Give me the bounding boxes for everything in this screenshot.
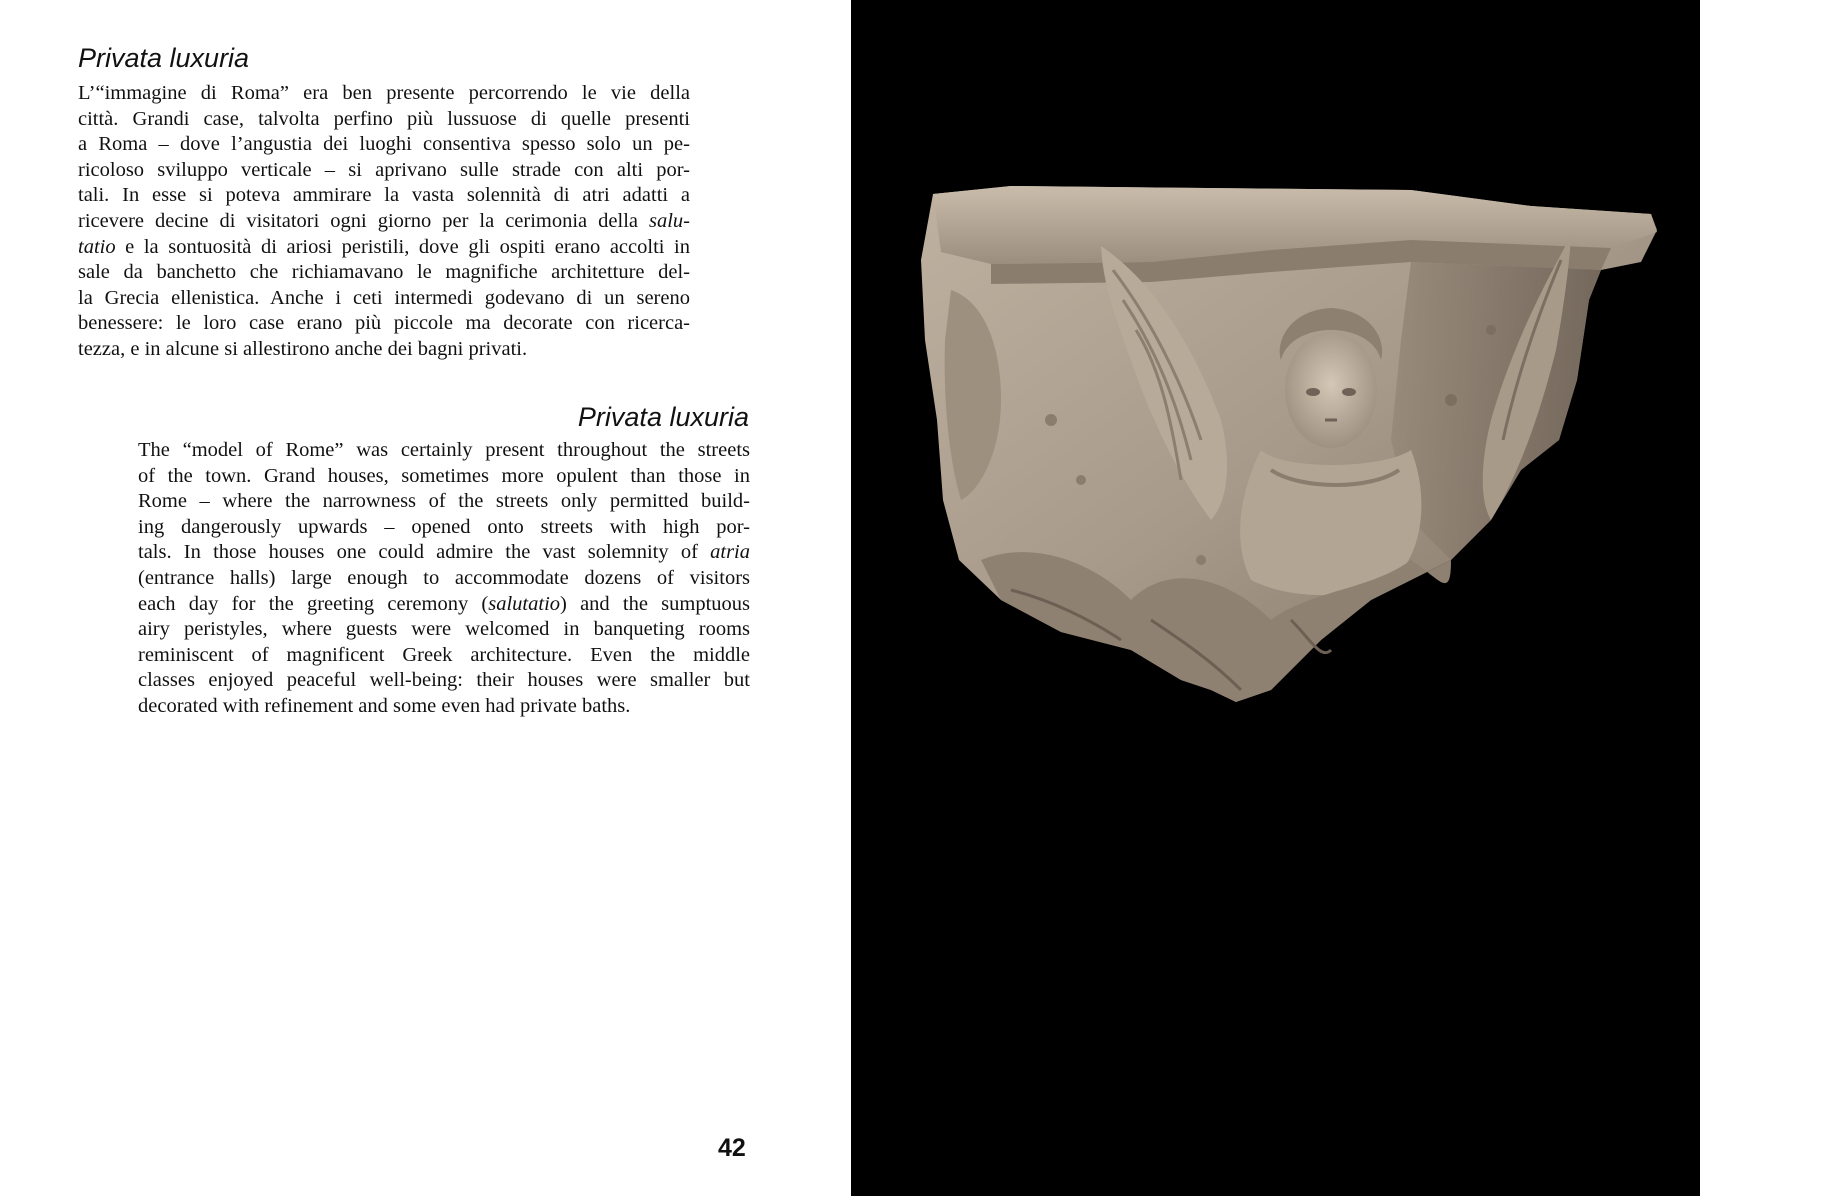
page-number-right: 43: [1801, 1134, 1829, 1162]
page-number-left: 42: [718, 1134, 746, 1162]
text-line: The “model of Rome” was certainly present throughout the streets: [138, 439, 750, 461]
text-line: ing dangerously upwards – opened onto streets with high por-: [138, 515, 750, 538]
text-line: ricoloso sviluppo verticale – si aprivano sulle strade con alti por-: [78, 158, 690, 181]
text-line: Rome – where the narrowness of the streets only permitted build-: [138, 490, 750, 513]
text-line: tali. In esse si poteva ammirare la vasta solennità di atri adatti a: [78, 184, 690, 207]
text-line: sale da banchetto che richiamavano le magnifiche architetture del-: [78, 261, 690, 284]
text-line: città. Grandi case, talvolta perfino più lussuose di quelle presenti: [78, 107, 690, 130]
text-line: of the town. Grand houses, sometimes more opulent than those in: [138, 464, 750, 487]
text-line: (entrance halls) large enough to accommodate dozens of visitors: [138, 566, 750, 589]
text-line: L’“immagine di Roma” era ben presente percorrendo le vie della: [78, 82, 690, 104]
text-line: ricevere decine di visitatori ogni giorno per la cerimonia della salu-: [78, 209, 690, 232]
text-line: classes enjoyed peaceful well-being: their houses were smaller but: [138, 669, 750, 692]
text-line: la Grecia ellenistica. Anche i ceti intermedi godevano di un sereno: [78, 286, 690, 309]
left-page: [0, 0, 851, 1196]
text-line: each day for the greeting ceremony (salutatio) and the sumptuous: [138, 592, 750, 615]
stone-capital-photo: [851, 0, 1700, 1196]
italian-heading: Privata luxuria: [78, 43, 250, 73]
text-line: a Roma – dove l’angustia dei luoghi consentiva spesso solo un pe-: [78, 133, 690, 156]
sphinx-head: [1285, 332, 1377, 448]
text-line: tals. In those houses one could admire the vast solemnity of atria: [138, 541, 750, 564]
text-line: airy peristyles, where guests were welcomed in banqueting rooms: [138, 618, 750, 641]
text-line: reminiscent of magnificent Greek architecture. Even the middle: [138, 643, 750, 666]
italian-paragraph: [78, 81, 690, 363]
text-line: tezza, e in alcune si allestirono anche dei bagni privati.: [78, 337, 528, 360]
english-paragraph: [138, 438, 750, 720]
english-heading: Privata luxuria: [577, 402, 749, 432]
text-line: decorated with refinement and some even had private baths.: [138, 694, 631, 717]
text-line: tatio e la sontuosità di ariosi peristili, dove gli ospiti erano accolti in: [78, 235, 690, 258]
right-page: [851, 0, 1829, 1196]
text-line: benessere: le loro case erano più piccole ma decorate con ricerca-: [78, 312, 690, 335]
